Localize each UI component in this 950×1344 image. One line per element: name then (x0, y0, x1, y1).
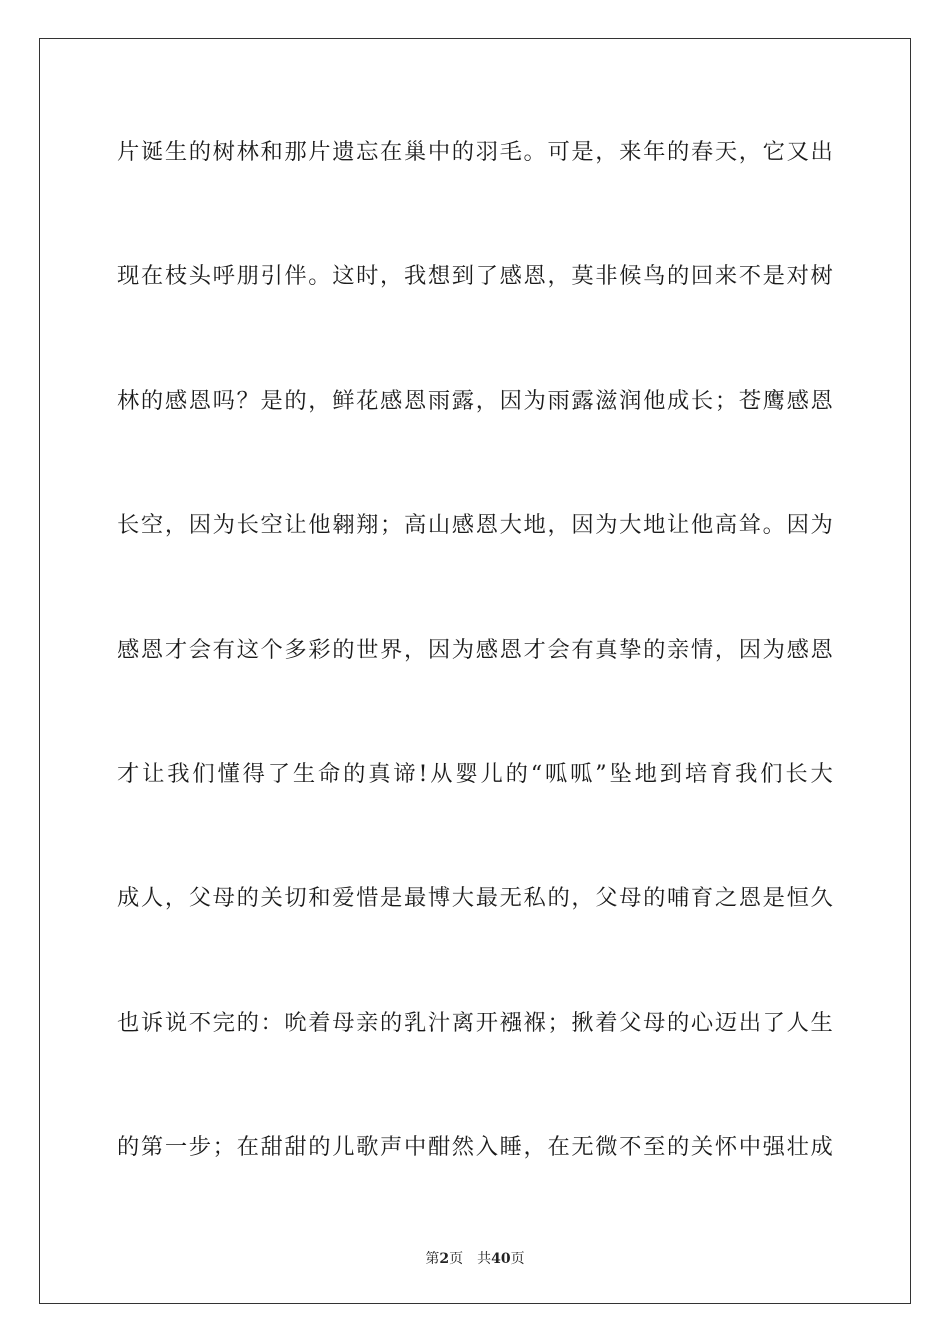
document-body (117, 128, 833, 1248)
text-line: 现在枝头呼朋引伴。这时，我想到了感恩，莫非候鸟的回来不是对树 (117, 263, 833, 290)
total-suffix: 页 (510, 1251, 525, 1267)
text-line: 林的感恩吗？是的，鲜花感恩雨露，因为雨露滋润他成长；苍鹰感恩 (117, 387, 833, 414)
total-pages: 40 (491, 1251, 511, 1267)
page-footer (0, 1248, 950, 1268)
page-prefix: 第 (425, 1251, 440, 1267)
text-line: 也诉说不完的：吮着母亲的乳汁离开襁褓；揪着父母的心迈出了人生 (117, 1009, 833, 1036)
text-line: 的第一步；在甜甜的儿歌声中酣然入睡，在无微不至的关怀中强壮成 (117, 1134, 833, 1161)
page-suffix: 页 (449, 1251, 464, 1267)
text-line: 才让我们懂得了生命的真谛!从婴儿的“呱呱”坠地到培育我们长大 (117, 760, 833, 787)
page-number: 2 (439, 1251, 450, 1267)
text-line: 长空，因为长空让他翱翔；高山感恩大地，因为大地让他高耸。因为 (117, 512, 833, 539)
total-prefix: 共 (477, 1251, 492, 1267)
text-line: 感恩才会有这个多彩的世界，因为感恩才会有真挚的亲情，因为感恩 (117, 636, 833, 663)
text-line: 片诞生的树林和那片遗忘在巢中的羽毛。可是，来年的春天，它又出 (117, 139, 833, 165)
text-line: 成人，父母的关切和爱惜是最博大最无私的，父母的哺育之恩是恒久 (117, 885, 833, 912)
